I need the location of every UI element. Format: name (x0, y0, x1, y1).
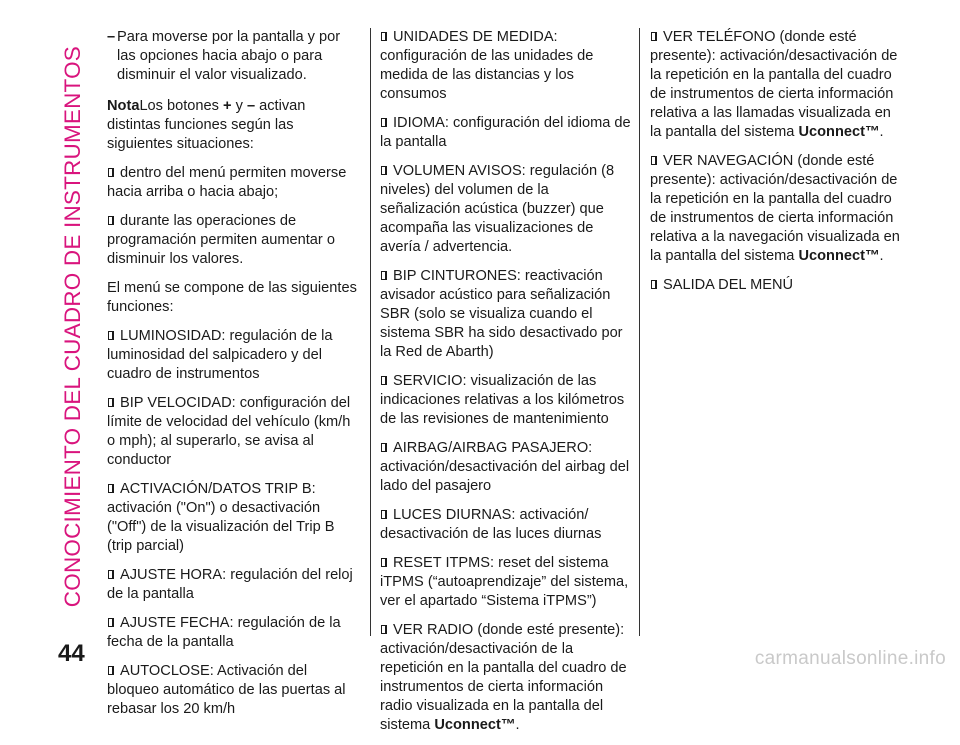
list-item (380, 28, 632, 104)
note-text-y: y (231, 98, 247, 114)
list-item (107, 212, 357, 269)
page-number: 44 (58, 640, 85, 667)
list-item (107, 662, 357, 719)
column-2 (380, 28, 632, 745)
column-3 (650, 28, 900, 305)
list-item (380, 162, 632, 257)
list-item-text: BIP VELOCIDAD: configuración del límite de velocidad del vehículo (km/h o mph); al superarlo, se avisa al conductor (107, 395, 351, 468)
list-item (380, 372, 632, 429)
list-item-text: SERVICIO: visualización de las indicaciones relativas a los kilómetros de las revisiones de mantenimiento (380, 373, 625, 427)
list-item (107, 327, 357, 384)
list-item (380, 114, 632, 152)
list-item-text: VER TELÉFONO (donde esté presente): activación/desactivación de la repetición en la pantalla del cuadro de instrumentos de cierta información relativa a las llamadas visualizada en la pantalla del sistema (650, 29, 898, 140)
dash-marker: – (107, 29, 116, 45)
bullet-icon (380, 442, 389, 453)
list-item-text: ACTIVACIÓN/DATOS TRIP B: activación ("On") o desactivación ("Off") de la visualización del Trip B (trip parcial) (107, 481, 335, 554)
list-item (380, 439, 632, 496)
note-text-a: Los botones (139, 98, 224, 114)
bullet-icon (650, 31, 659, 42)
list-item (380, 554, 632, 611)
bullet-icon (380, 557, 389, 568)
list-item-text: UNIDADES DE MEDIDA: configuración de las unidades de medida de las distancias y los consumos (380, 29, 594, 102)
bullet-icon (107, 483, 116, 494)
list-item (380, 506, 632, 544)
list-item (380, 267, 632, 362)
bullet-icon (107, 397, 116, 408)
list-item (107, 164, 357, 202)
list-item-phone (650, 28, 900, 142)
bullet-icon (380, 165, 389, 176)
list-item-text: AIRBAG/AIRBAG PASAJERO: activación/desactivación del airbag del lado del pasajero (380, 440, 630, 494)
list-item-text: RESET ITPMS: reset del sistema iTPMS (“autoaprendizaje” del sistema, ver el apartado “Sistema iTPMS”) (380, 555, 629, 609)
brand-name: Uconnect™ (798, 124, 880, 140)
note-text-b: activan distintas funciones según las siguientes situaciones: (107, 98, 306, 152)
list-item-text: AUTOCLOSE: Activación del bloqueo automático de las puertas al rebasar los 20 km/h (107, 663, 346, 717)
dash-list-item (107, 28, 357, 85)
bullet-icon (107, 617, 116, 628)
list-item (107, 614, 357, 652)
bullet-icon (107, 330, 116, 341)
bullet-icon (107, 569, 116, 580)
bullet-icon (380, 375, 389, 386)
bullet-icon (380, 509, 389, 520)
list-item-text: VER RADIO (donde esté presente): activación/desactivación de la repetición en la pantalla del cuadro de instrumentos de cierta información radio visualizada en la pantalla del sistema (380, 622, 627, 733)
plus-symbol: + (223, 98, 232, 114)
brand-name: Uconnect™ (434, 717, 516, 733)
bullet-icon (380, 117, 389, 128)
bullet-icon (107, 665, 116, 676)
bullet-icon (650, 279, 659, 290)
list-item-text: durante las operaciones de programación permiten aumentar o disminuir los valores. (107, 213, 335, 267)
list-item-end: . (879, 248, 884, 264)
list-item-text: AJUSTE HORA: regulación del reloj de la pantalla (107, 567, 353, 602)
list-item-text: VOLUMEN AVISOS: regulación (8 niveles) del volumen de la señalización acústica (buzzer) que acompaña las visualizaciones de avería / advertencia. (380, 163, 615, 255)
bullet-icon (380, 31, 389, 42)
minus-symbol: – (246, 98, 256, 114)
column-1 (107, 28, 357, 729)
menu-intro: El menú se compone de las siguientes funciones: (107, 280, 357, 315)
column-divider-1 (370, 28, 371, 636)
list-item (107, 566, 357, 604)
bullet-icon (107, 167, 116, 178)
list-item (107, 394, 357, 470)
list-item-text: LUCES DIURNAS: activación/ desactivación de las luces diurnas (380, 507, 602, 542)
list-item-text: VER NAVEGACIÓN (donde esté presente): activación/desactivación de la repetición en la pantalla del cuadro de instrumentos de cierta información relativa a la navegación visualizada en la pantalla del sistema (650, 153, 900, 264)
list-item-end: . (879, 124, 884, 140)
list-item-text: IDIOMA: configuración del idioma de la pantalla (380, 115, 631, 150)
list-item-radio (380, 621, 632, 735)
list-item-text: BIP CINTURONES: reactivación avisador acústico para señalización SBR (solo se visualiza cuando el sistema SBR ha sido desactivado por la Red de Abarth) (380, 268, 623, 360)
section-title-vertical (58, 22, 88, 632)
list-item-exit (650, 276, 900, 295)
list-item-end: . (515, 717, 520, 733)
note-paragraph (107, 97, 357, 154)
brand-name: Uconnect™ (798, 248, 880, 264)
bullet-icon (380, 270, 389, 281)
dash-item-text: Para moverse por la pantalla y por las opciones hacia abajo o para disminuir el valor visualizado. (117, 29, 341, 83)
list-item (107, 480, 357, 556)
list-item-text: AJUSTE FECHA: regulación de la fecha de la pantalla (107, 615, 341, 650)
bullet-icon (650, 155, 659, 166)
section-title: CONOCIMIENTO DEL CUADRO DE INSTRUMENTOS (60, 46, 85, 608)
list-item-navigation (650, 152, 900, 266)
list-item-text: LUMINOSIDAD: regulación de la luminosidad del salpicadero y del cuadro de instrumentos (107, 328, 333, 382)
list-item-text: SALIDA DEL MENÚ (663, 277, 794, 293)
list-item-text: dentro del menú permiten moverse hacia arriba o hacia abajo; (107, 165, 347, 200)
column-divider-2 (639, 28, 640, 636)
note-label: Nota (107, 98, 140, 114)
bullet-icon (380, 624, 389, 635)
footer-watermark: carmanualsonline.info (754, 648, 946, 669)
bullet-icon (107, 215, 116, 226)
